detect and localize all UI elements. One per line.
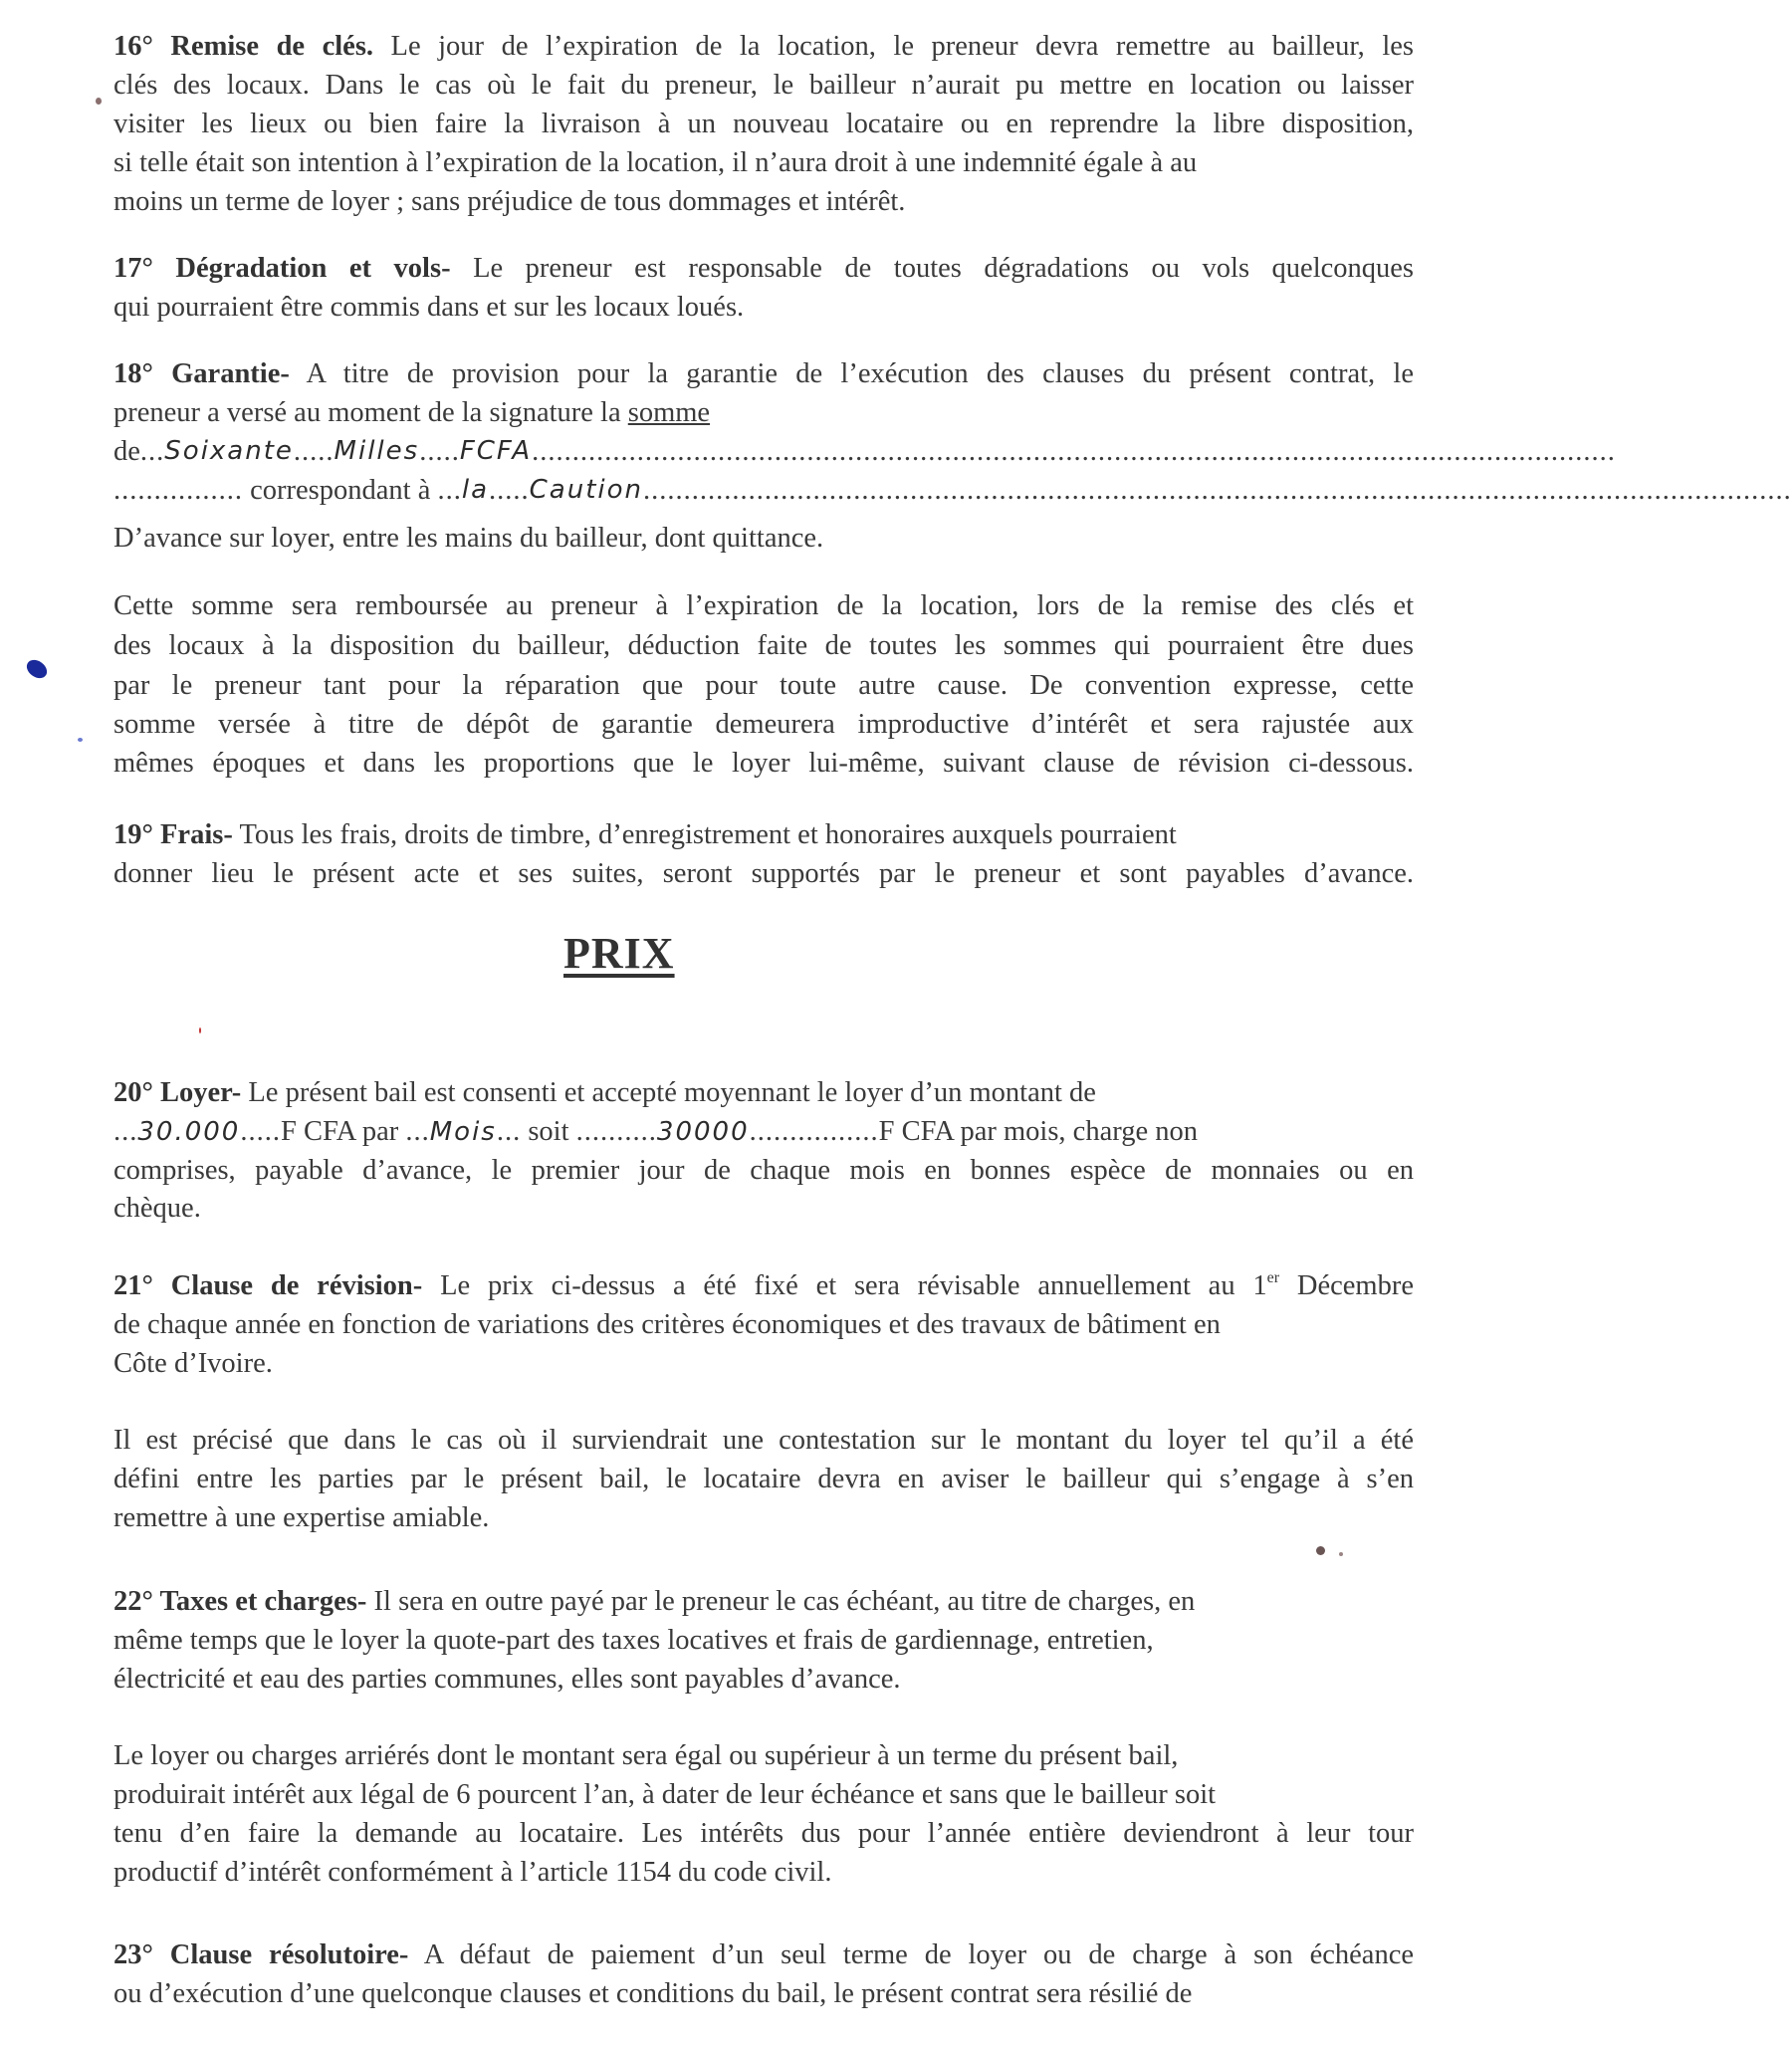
arrears-paragraph-line-3: tenu d’en faire la demande au locataire. Les intérêts dus pour l’année entière deviendront à leur tour xyxy=(113,1818,1414,1849)
clause-23-text: A défaut de paiement d’un seul terme de loyer ou de charge à son échéance xyxy=(408,1939,1414,1970)
speck xyxy=(96,98,102,105)
dots: ..... xyxy=(240,1116,281,1147)
clause-16-text: Le jour de l’expiration de la location, le preneur devra remettre au bailleur, les xyxy=(373,31,1414,62)
clause-20-text: Le présent bail est consenti et accepté moyennant le loyer d’un montant de xyxy=(241,1077,1096,1108)
handwritten-total: 30000 xyxy=(656,1117,750,1147)
handwritten-amount-currency: FCFA xyxy=(459,436,533,466)
deposit-paragraph-line-3: par le preneur tant pour la réparation que pour toute autre cause. De convention expresse, cette xyxy=(113,670,1414,701)
dots: ..... xyxy=(419,436,460,467)
handwritten-amount-word-1: Soixante xyxy=(164,436,294,466)
clause-16-line-3: visiter les lieux ou bien faire la livraison à un nouveau locataire ou en reprendre la libre disposition, xyxy=(113,109,1414,139)
deposit-paragraph-line-1: Cette somme sera remboursée au preneur à l’expiration de la location, lors de la remise des clés et xyxy=(113,590,1414,621)
clause-22-line-3: électricité et eau des parties communes, elles sont payables d’avance. xyxy=(113,1664,901,1695)
clause-18-somme: somme xyxy=(627,397,711,428)
fcfa-par-mois-label: F CFA par mois, charge non xyxy=(878,1116,1198,1147)
clause-21-line-2: de chaque année en fonction de variations des critères économiques et des travaux de bâtiment en xyxy=(113,1309,1221,1340)
deposit-paragraph-line-2: des locaux à la disposition du bailleur, déduction faite de toutes les sommes qui pourraient être dues xyxy=(113,630,1414,661)
clause-16-line-1 xyxy=(113,27,1414,66)
clause-22-line-1 xyxy=(113,1582,1414,1621)
clause-18-amount-line xyxy=(113,432,1616,471)
clause-18-text-2: preneur a versé au moment de la signature la xyxy=(113,397,628,428)
handwritten-period: Mois xyxy=(429,1117,497,1147)
clause-21-text: Le prix ci-dessus a été fixé et sera révisable annuellement au 1 xyxy=(422,1270,1267,1301)
clause-23-line-2: ou d’exécution d’une quelconque clauses et conditions du bail, le présent contrat sera résilié de xyxy=(113,1978,1193,2009)
clause-20-line-3: comprises, payable d’avance, le premier jour de chaque mois en bonnes espèce de monnaies ou en xyxy=(113,1155,1414,1186)
clause-16-line-5: moins un terme de loyer ; sans préjudice de tous dommages et intérêt. xyxy=(113,186,906,217)
clause-17-heading: 17° Dégradation et vols- xyxy=(113,253,451,284)
clause-16-line-2: clés des locaux. Dans le cas où le fait du preneur, le bailleur n’aurait pu mettre en location ou laisser xyxy=(113,70,1414,101)
clause-20-rent-line xyxy=(113,1112,1414,1151)
dots: ... xyxy=(113,1116,138,1147)
clause-22-heading: 22° Taxes et charges- xyxy=(113,1586,367,1617)
clause-19-line-1 xyxy=(113,815,1414,854)
arrears-paragraph-line-1: Le loyer ou charges arriérés dont le montant sera égal ou supérieur à un terme du présent bail, xyxy=(113,1740,1179,1771)
clause-18-heading: 18° Garantie- xyxy=(113,358,290,389)
dots: ... xyxy=(139,436,165,467)
dots: ... xyxy=(405,1116,430,1147)
speck xyxy=(1339,1552,1343,1556)
clause-19-heading: 19° Frais- xyxy=(113,819,233,850)
deposit-paragraph-line-4: somme versée à titre de dépôt de garantie demeurera improductive d’intérêt et sera rajustée aux xyxy=(113,709,1414,740)
dots: ................ xyxy=(113,475,243,506)
dispute-paragraph-line-2: défini entre les parties par le présent bail, le locataire devra en aviser le bailleur qui s’engage à s’en xyxy=(113,1464,1414,1494)
soit-label: soit xyxy=(521,1116,576,1147)
dots: ................ xyxy=(749,1116,879,1147)
dotted-fill: ...................................................................................................................................... xyxy=(532,436,1616,467)
clause-16-line-4: si telle était son intention à l’expiration de la location, il n’aura droit à une indemnité égale à au xyxy=(113,147,1198,178)
clause-17-line-1 xyxy=(113,249,1414,288)
clause-23-line-1 xyxy=(113,1935,1414,1974)
clause-21-line-3: Côte d’Ivoire. xyxy=(113,1348,273,1379)
clause-21-month: Décembre xyxy=(1279,1270,1414,1301)
clause-21-heading: 21° Clause de révision- xyxy=(113,1270,423,1301)
clause-17-text: Le preneur est responsable de toutes dégradations ou vols quelconques xyxy=(450,253,1414,284)
superscript-er: er xyxy=(1266,1269,1280,1286)
clause-18-de-label: de xyxy=(113,436,140,467)
clause-17-line-2: qui pourraient être commis dans et sur les locaux loués. xyxy=(113,292,745,323)
dots: ..... xyxy=(489,475,530,506)
clause-18-line-1 xyxy=(113,354,1414,393)
clause-18-text: A titre de provision pour la garantie de l’exécution des clauses du présent contrat, le xyxy=(289,358,1414,389)
clause-22-line-2: même temps que le loyer la quote-part des taxes locatives et frais de gardiennage, entretien, xyxy=(113,1625,1154,1656)
handwritten-amount-word-2: Milles xyxy=(334,436,420,466)
clause-18-purpose-line xyxy=(113,471,1792,510)
dots: .......... xyxy=(575,1116,657,1147)
clause-20-line-4: chèque. xyxy=(113,1193,201,1224)
clause-19-text: Tous les frais, droits de timbre, d’enregistrement et honoraires auxquels pourraient xyxy=(232,819,1177,850)
clause-18-correspondant-label: correspondant à xyxy=(243,475,438,506)
fcfa-par-label: F CFA par xyxy=(280,1116,406,1147)
clause-18-line-5: D’avance sur loyer, entre les mains du bailleur, dont quittance. xyxy=(113,523,824,554)
clause-22-text: Il sera en outre payé par le preneur le cas échéant, au titre de charges, en xyxy=(366,1586,1196,1617)
clause-18-line-2 xyxy=(113,393,1414,432)
ink-blot xyxy=(23,656,50,682)
arrears-paragraph-line-2: produirait intérêt aux légal de 6 pourcent l’an, à dater de leur échéance et sans que le bailleur soit xyxy=(113,1779,1217,1810)
dispute-paragraph-line-3: remettre à une expertise amiable. xyxy=(113,1502,490,1533)
clause-23-heading: 23° Clause résolutoire- xyxy=(113,1939,409,1970)
dots: ..... xyxy=(293,436,335,467)
handwritten-purpose-word-2: Caution xyxy=(529,475,643,505)
section-title-prix: PRIX xyxy=(563,929,675,978)
dispute-paragraph-line-1: Il est précisé que dans le cas où il surviendrait une contestation sur le montant du loyer tel qu’il a été xyxy=(113,1425,1414,1456)
dotted-fill: .............................................................................................................................................. xyxy=(643,475,1792,506)
deposit-paragraph-line-5: mêmes époques et dans les proportions que le loyer lui-même, suivant clause de révision ci-dessous. xyxy=(113,748,1414,779)
dots: ... xyxy=(496,1116,522,1147)
clause-20-heading: 20° Loyer- xyxy=(113,1077,242,1108)
handwritten-purpose-word-1: la xyxy=(461,475,489,505)
ink-dot xyxy=(78,738,83,742)
arrears-paragraph-line-4: productif d’intérêt conformément à l’article 1154 du code civil. xyxy=(113,1857,832,1888)
clause-16-heading: 16° Remise de clés. xyxy=(113,31,374,62)
clause-19-line-2: donner lieu le présent acte et ses suites, seront supportés par le preneur et sont payables d’avance. xyxy=(113,858,1414,889)
handwritten-rent-amount: 30.000 xyxy=(137,1117,241,1147)
speck xyxy=(1316,1546,1325,1555)
clause-20-line-1 xyxy=(113,1073,1414,1112)
dots: ... xyxy=(437,475,462,506)
clause-21-line-1 xyxy=(113,1266,1414,1305)
speck xyxy=(199,1027,201,1033)
